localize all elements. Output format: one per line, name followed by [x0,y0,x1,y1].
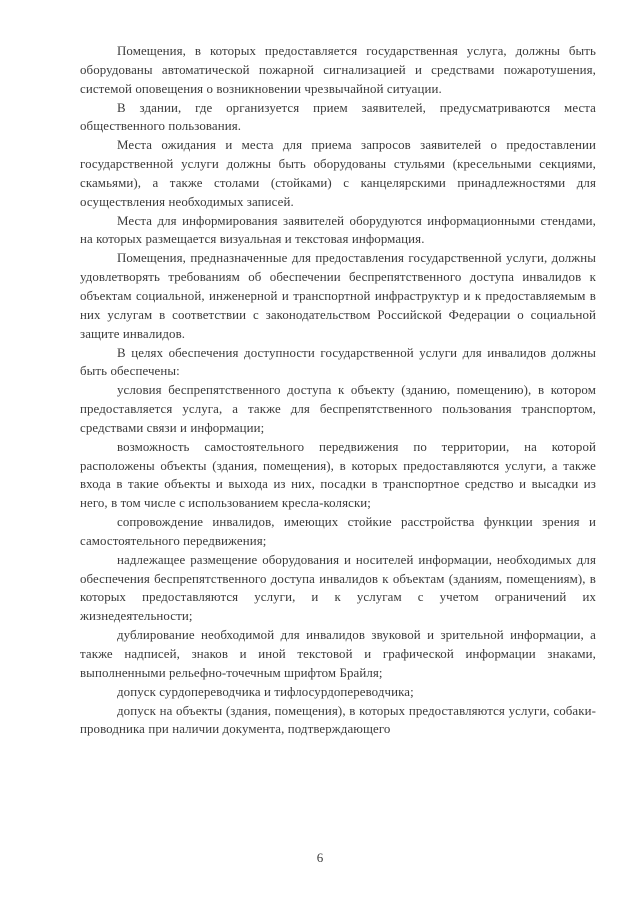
paragraph-waiting-areas: Места ожидания и места для приема запросов заявителей о предоставлении государственной услуги должны быть оборудованы стульями (кресельными секциями, скамьями), а также столами (стойками) с канцелярскими принадлежностями для осуществления необходимых записей. [80,138,596,209]
paragraph-independent-movement: возможность самостоятельного передвижения по территории, на которой расположены объекты (здания, помещения), в которых предоставляются услуги, а также входа в такие объекты и выхода из них, посадки в транспортное средство и высадки из него, в том числе с использованием кресла-коляски; [80,439,596,511]
paragraph-accessibility-requirements: Помещения, предназначенные для предоставления государственной услуги, должны удовлетворять требованиям об обеспечении беспрепятственного доступа инвалидов к объектам социальной, инженерной и транспортной инфраструктур и к предоставляемым в них услугам в соответствии с законодательством Российской Федерации о социальной защите инвалидов. [80,251,596,341]
paragraph-sign-interpreter: допуск сурдопереводчика и тифлосурдопереводчика; [117,684,414,699]
paragraph-public-places: В здании, где организуется прием заявителей, предусматриваются места общественного пользования. [80,100,596,134]
paragraph-escort: сопровождение инвалидов, имеющих стойкие расстройства функции зрения и самостоятельного передвижения; [80,515,596,548]
page-number: 6 [316,850,324,865]
paragraph-braille-duplication: дублирование необходимой для инвалидов звуковой и зрительной информации, а также надписей, знаков и иной текстовой и графической информации знаками, выполненными рельефно-точечным шрифтом Брайля; [80,628,596,680]
paragraph-information-stands: Места для информирования заявителей оборудуются информационными стендами, на которых размещается визуальная и текстовая информация. [80,213,596,247]
paragraph-guide-dog: допуск на объекты (здания, помещения), в которых предоставляются услуги, собаки-проводника при наличии документа, подтверждающего [80,703,596,737]
paragraph-access-conditions: условия беспрепятственного доступа к объекту (зданию, помещению), в котором предоставляется услуга, а также для беспрепятственного пользования транспортом, средствами связи и информации; [80,383,596,435]
document-body [80,42,596,739]
paragraph-fire-safety: Помещения, в которых предоставляется государственная услуга, должны быть оборудованы автоматической пожарной сигнализацией и средствами пожаротушения, системой оповещения о возникновении чрезвычайной ситуации. [80,44,596,96]
paragraph-accessibility-intro: В целях обеспечения доступности государственной услуги для инвалидов должны быть обеспечены: [80,345,596,379]
paragraph-equipment-placement: надлежащее размещение оборудования и носителей информации, необходимых для обеспечения беспрепятственного доступа инвалидов к объектам (зданиям, помещениям), в которых предоставляются услуги, и к услугам с учетом ограничений их жизнедеятельности; [80,552,596,624]
